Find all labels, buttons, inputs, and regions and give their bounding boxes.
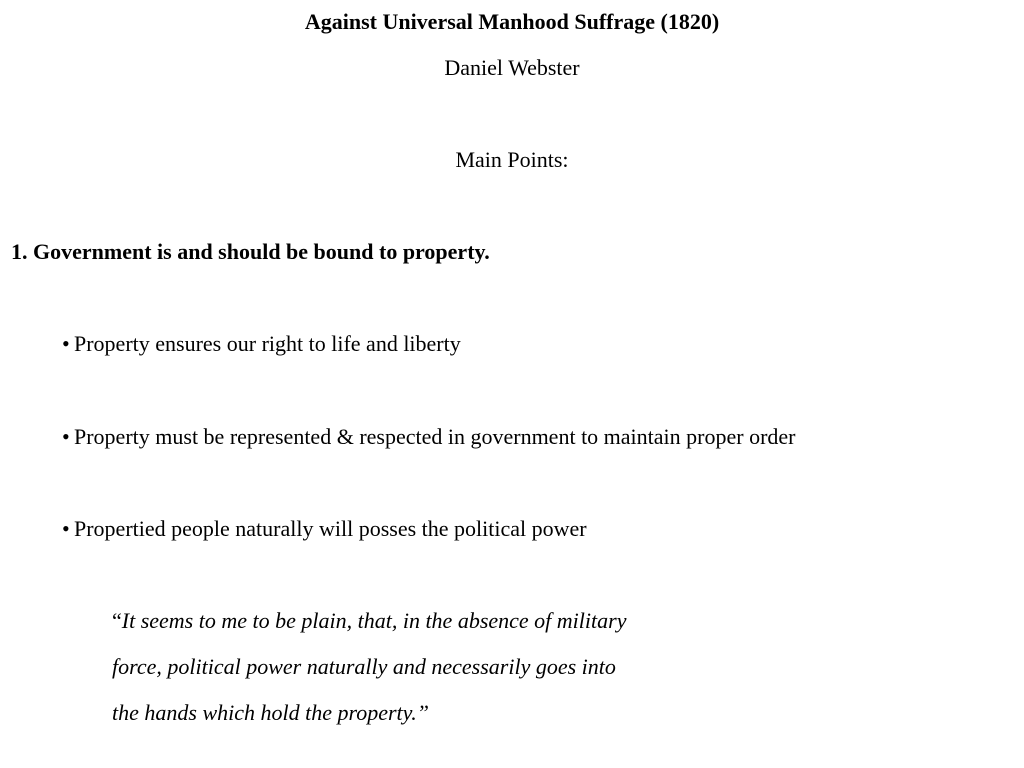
quote-text: the hands which hold the property.”: [112, 700, 429, 725]
point-heading: 1. Government is and should be bound to property.: [11, 239, 490, 264]
author-name: Daniel Webster: [444, 55, 580, 80]
bullet-dot-icon: •: [62, 424, 70, 449]
bullet-dot-icon: •: [62, 331, 70, 356]
bullet-item: [62, 424, 796, 450]
quote-open-mark: “: [112, 608, 122, 633]
bullet-text: Property ensures our right to life and liberty: [74, 331, 461, 356]
quote-text: It seems to me to be plain, that, in the absence of military: [121, 608, 627, 633]
quote-text: force, political power naturally and necessarily goes into: [112, 654, 616, 679]
bullet-item: [62, 516, 587, 542]
bullet-item: [62, 331, 461, 357]
quote-line: [112, 700, 429, 726]
bullet-dot-icon: •: [62, 516, 70, 541]
bullet-text: Propertied people naturally will posses the political power: [74, 516, 587, 541]
quote-line: [112, 608, 626, 634]
bullet-text: Property must be represented & respected in government to maintain proper order: [74, 424, 796, 449]
section-label: Main Points:: [455, 147, 569, 172]
document-title: Against Universal Manhood Suffrage (1820): [304, 9, 720, 34]
quote-line: [112, 654, 616, 680]
